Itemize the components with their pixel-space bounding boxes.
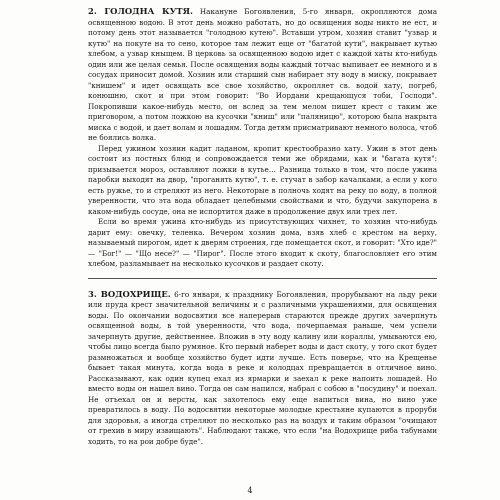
section-heading: 3. ВОДОХРИЩЕ. <box>88 288 171 299</box>
paragraph <box>88 6 437 144</box>
section-golodna-kutya <box>88 6 437 270</box>
section-divider <box>88 278 437 279</box>
paragraph <box>88 289 437 448</box>
section-heading: 2. ГОЛОДНА КУТЯ. <box>88 6 193 16</box>
page-number: 4 <box>247 486 253 495</box>
paragraph: Перед ужином хозяин кадит ладаном, кропит крестообразно хату. Ужин в этот день состоит из постных блюд и сопровождается теми же обрядами, как и "багата кутя": призывается мороз, оставляют ложки в кутье… Разница только в том, что после ужина паробки выходят на двор, "проганять кутю", т. е. стучат в забор качалками, а если у кого есть ружье, то и стреляют из него. Некоторые в полночь ходят на реку по воду, в полной уверенности, что эта вода обладает целебными свойствами и что, будучи закупорена в каком-нибудь сосуде, она не испортится даже в продолжение двух или трех лет. <box>88 143 437 216</box>
paragraph-text: Накануне Богоявления, 5-го января, окропляются дома освященною водою. В этот день можно работать, но до освящения воды никто не ест, и потому день этот называется "голодною кутею". Вставши утром, хозяин ставит "узвар и кутю" на покуте на то сено, которое там лежит еще от "багатой кути", накрывает кутью хлебом, а узвар кныщем. В церковь за освященною водою идет с каждой хаты кто-нибудь один или же целая семья. После освящения воды каждый тотчас выпивает ее немного и в сосудах приносит домой. Хозяин или старший сын набирает эту воду в миску, покрывает "книшем" и идет освящать все свое хозяйство, окропляет св. водой хату, погреб, конюшню, скот и при этом говорит: "Во Иордани крещающуся тоби, Господи". Покропивши какое-нибудь место, он вслед за тем мелом пишет крест с таким же приговором, а потом ложкою на кусочки "книш" или "паляницю", которою была накрыта миска с водой, и дает волам и лошадям. Тогда детям присматривают немного волоса, чтоб не боялись волка. <box>88 7 437 142</box>
paragraph: Если во время ужина кто-нибудь из присутствующих чихнет, то хозяин что-нибудь дарит ему: овечку, теленка. Вечером хозяин дома, взяв хлеб с крестом на верху, называемый пирогом, идет к дверям строения, где помещается скот, и говорит: "Хто иде?" — "Бог!" — "Що несе?" — "Пирог". После этого входит к скоту, благословляет его этим хлебом, разламывает на несколько кусочков и раздает скоту. <box>88 217 437 268</box>
section-vodokhrishche <box>88 289 437 448</box>
paragraph-text: 6-го января, к празднику Богоявления, прорубывают на льду реки или пруда крест значительной величины и с различными украшениями, для освящения воды. По окончании водосвятия все наперерыв стараются прежде других зачерпнуть освященной воды, в той уверенности, что вода, почерпаемая раньше, чем успели зачерпнуть другие, действеннее. Вложив в эту воду калину или кораллы, умываются ею, чтобы лицо всегда было румяное. Кто первый наберет воды и даст скоту, у того скот будет размножаться и вообще хозяйство будет идти лучше. Есть поверье, что на Крещенье бывает такая минута, когда вода в реке и колодцах превращается в отличное вино. Рассказывают, как один купец ехал из ярмарки и заехал к реке напоить лошадей. Но вместо воды он нашел вино. Тогда он сам напился, набрал с собою в "посудину" и поехал. Не отъехал он и версты, как захотелось ему еще напиться вина, но вино уже превратилось в воду. По водосвятии некоторые молодые крестьяне купаются в проруби для здоровья, а иногда стреляют по несколько раз на воздух и таким образом "очищают от грехив в миру извищають". Наблюдают также, что если "на Водохрище риба табунами ходить, то на рои добре буде". <box>88 289 437 446</box>
